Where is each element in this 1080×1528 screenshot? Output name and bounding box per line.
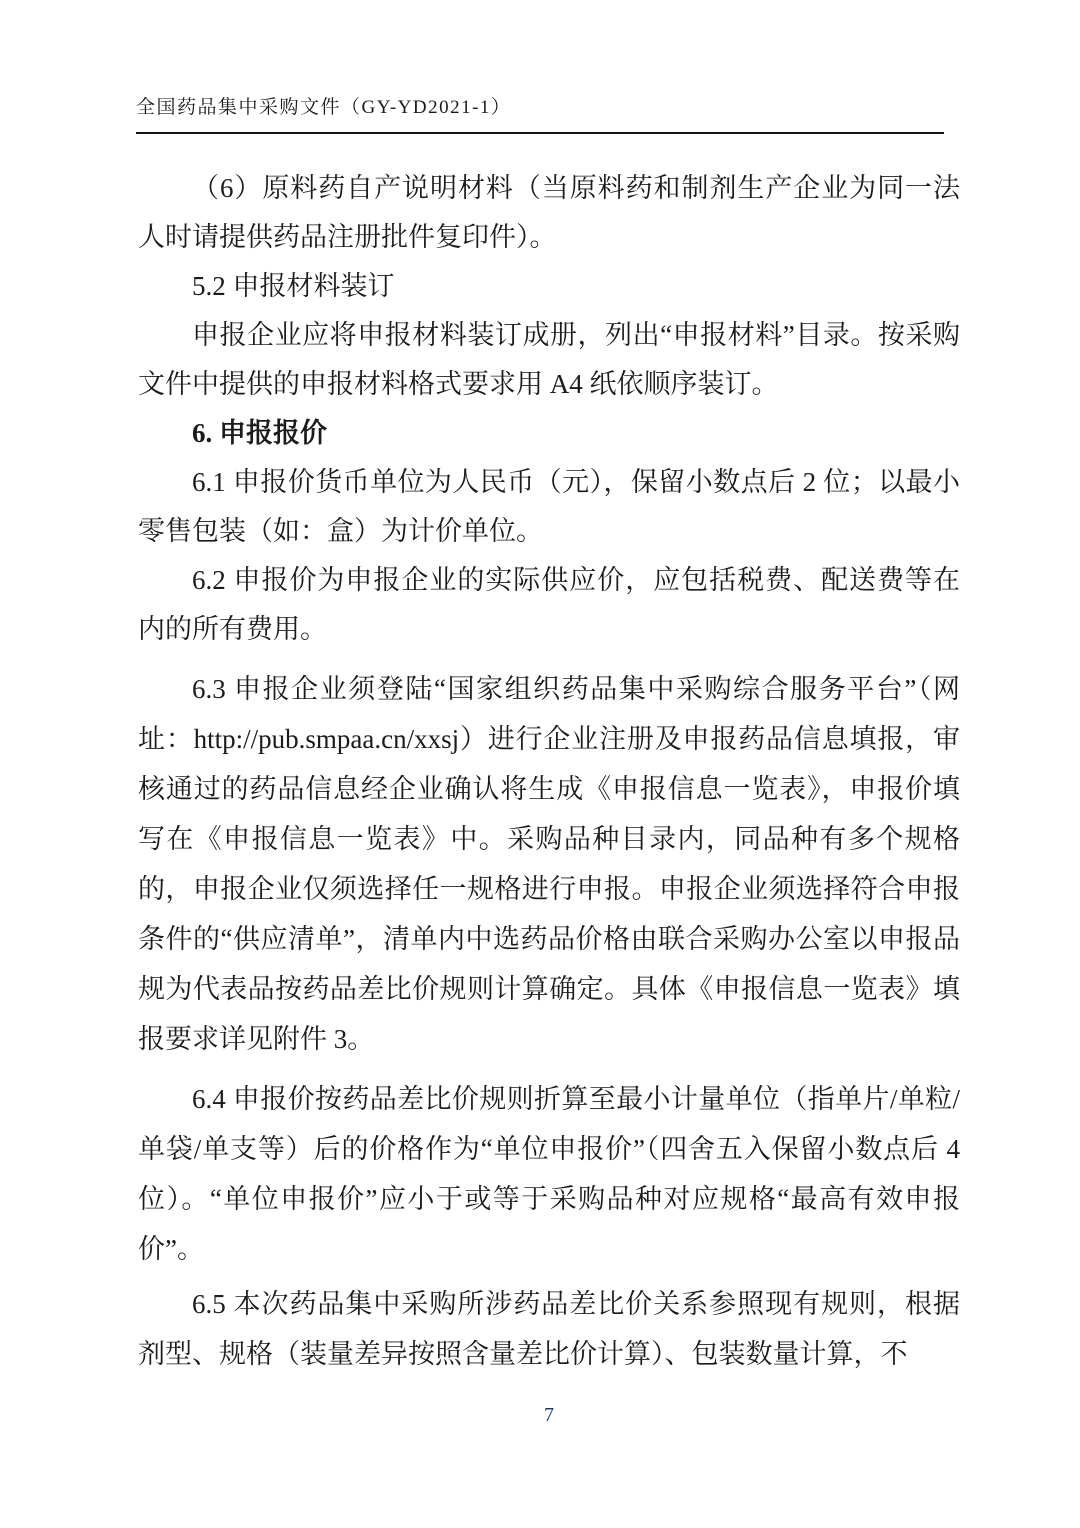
paragraph-6-2: 6.2 申报价为申报企业的实际供应价，应包括税费、配送费等在内的所有费用。 <box>138 565 960 644</box>
paragraph-6-3: 6.3 申报企业须登陆“国家组织药品集中采购综合服务平台”（网址：http://pub.smpaa.cn/xxsj）进行企业注册及申报药品信息填报，审核通过的药品信息经企业确认将生成《申报信息一览表》，申报价填写在《申报信息一览表》中。采购品种目录内，同品种有多个规格的，申报企业仅须选择任一规格进行申报。申报企业须选择符合申报条件的“供应清单”，清单内中选药品价格由联合采购办公室以申报品规为代表品按药品差比价规则计算确定。具体《申报信息一览表》填报要求详见附件 3。 <box>138 674 960 1054</box>
header-title: 全国药品集中采购文件（GY-YD2021-1） <box>136 97 512 118</box>
paragraph-6-5: 6.5 本次药品集中采购所涉药品差比价关系参照现有规则，根据剂型、规格（装量差异按照含量差比价计算）、包装数量计算，不 <box>138 1289 960 1369</box>
page-footer <box>138 1404 960 1427</box>
page-header <box>136 92 944 134</box>
document-body <box>138 164 960 1379</box>
heading-6-declaration-price: 6. 申报报价 <box>192 418 327 448</box>
paragraph-6-raw-material-note: （6）原料药自产说明材料（当原料药和制剂生产企业为同一法人时请提供药品注册批件复印件）。 <box>138 173 960 252</box>
heading-5-2: 5.2 申报材料装订 <box>192 271 395 301</box>
paragraph-6-1: 6.1 申报价货币单位为人民币（元），保留小数点后 2 位；以最小零售包装（如：盒）为计价单位。 <box>138 467 960 546</box>
page-number: 7 <box>544 1404 554 1426</box>
paragraph-6-4: 6.4 申报价按药品差比价规则折算至最小计量单位（指单片/单粒/单袋/单支等）后的价格作为“单位申报价”（四舍五入保留小数点后 4 位）。“单位申报价”应小于或等于采购品种对应规格“最高有效申报价”。 <box>138 1084 960 1264</box>
paragraph-5-2-body: 申报企业应将申报材料装订成册，列出“申报材料”目录。按采购文件中提供的申报材料格式要求用 A4 纸依顺序装订。 <box>138 320 960 399</box>
